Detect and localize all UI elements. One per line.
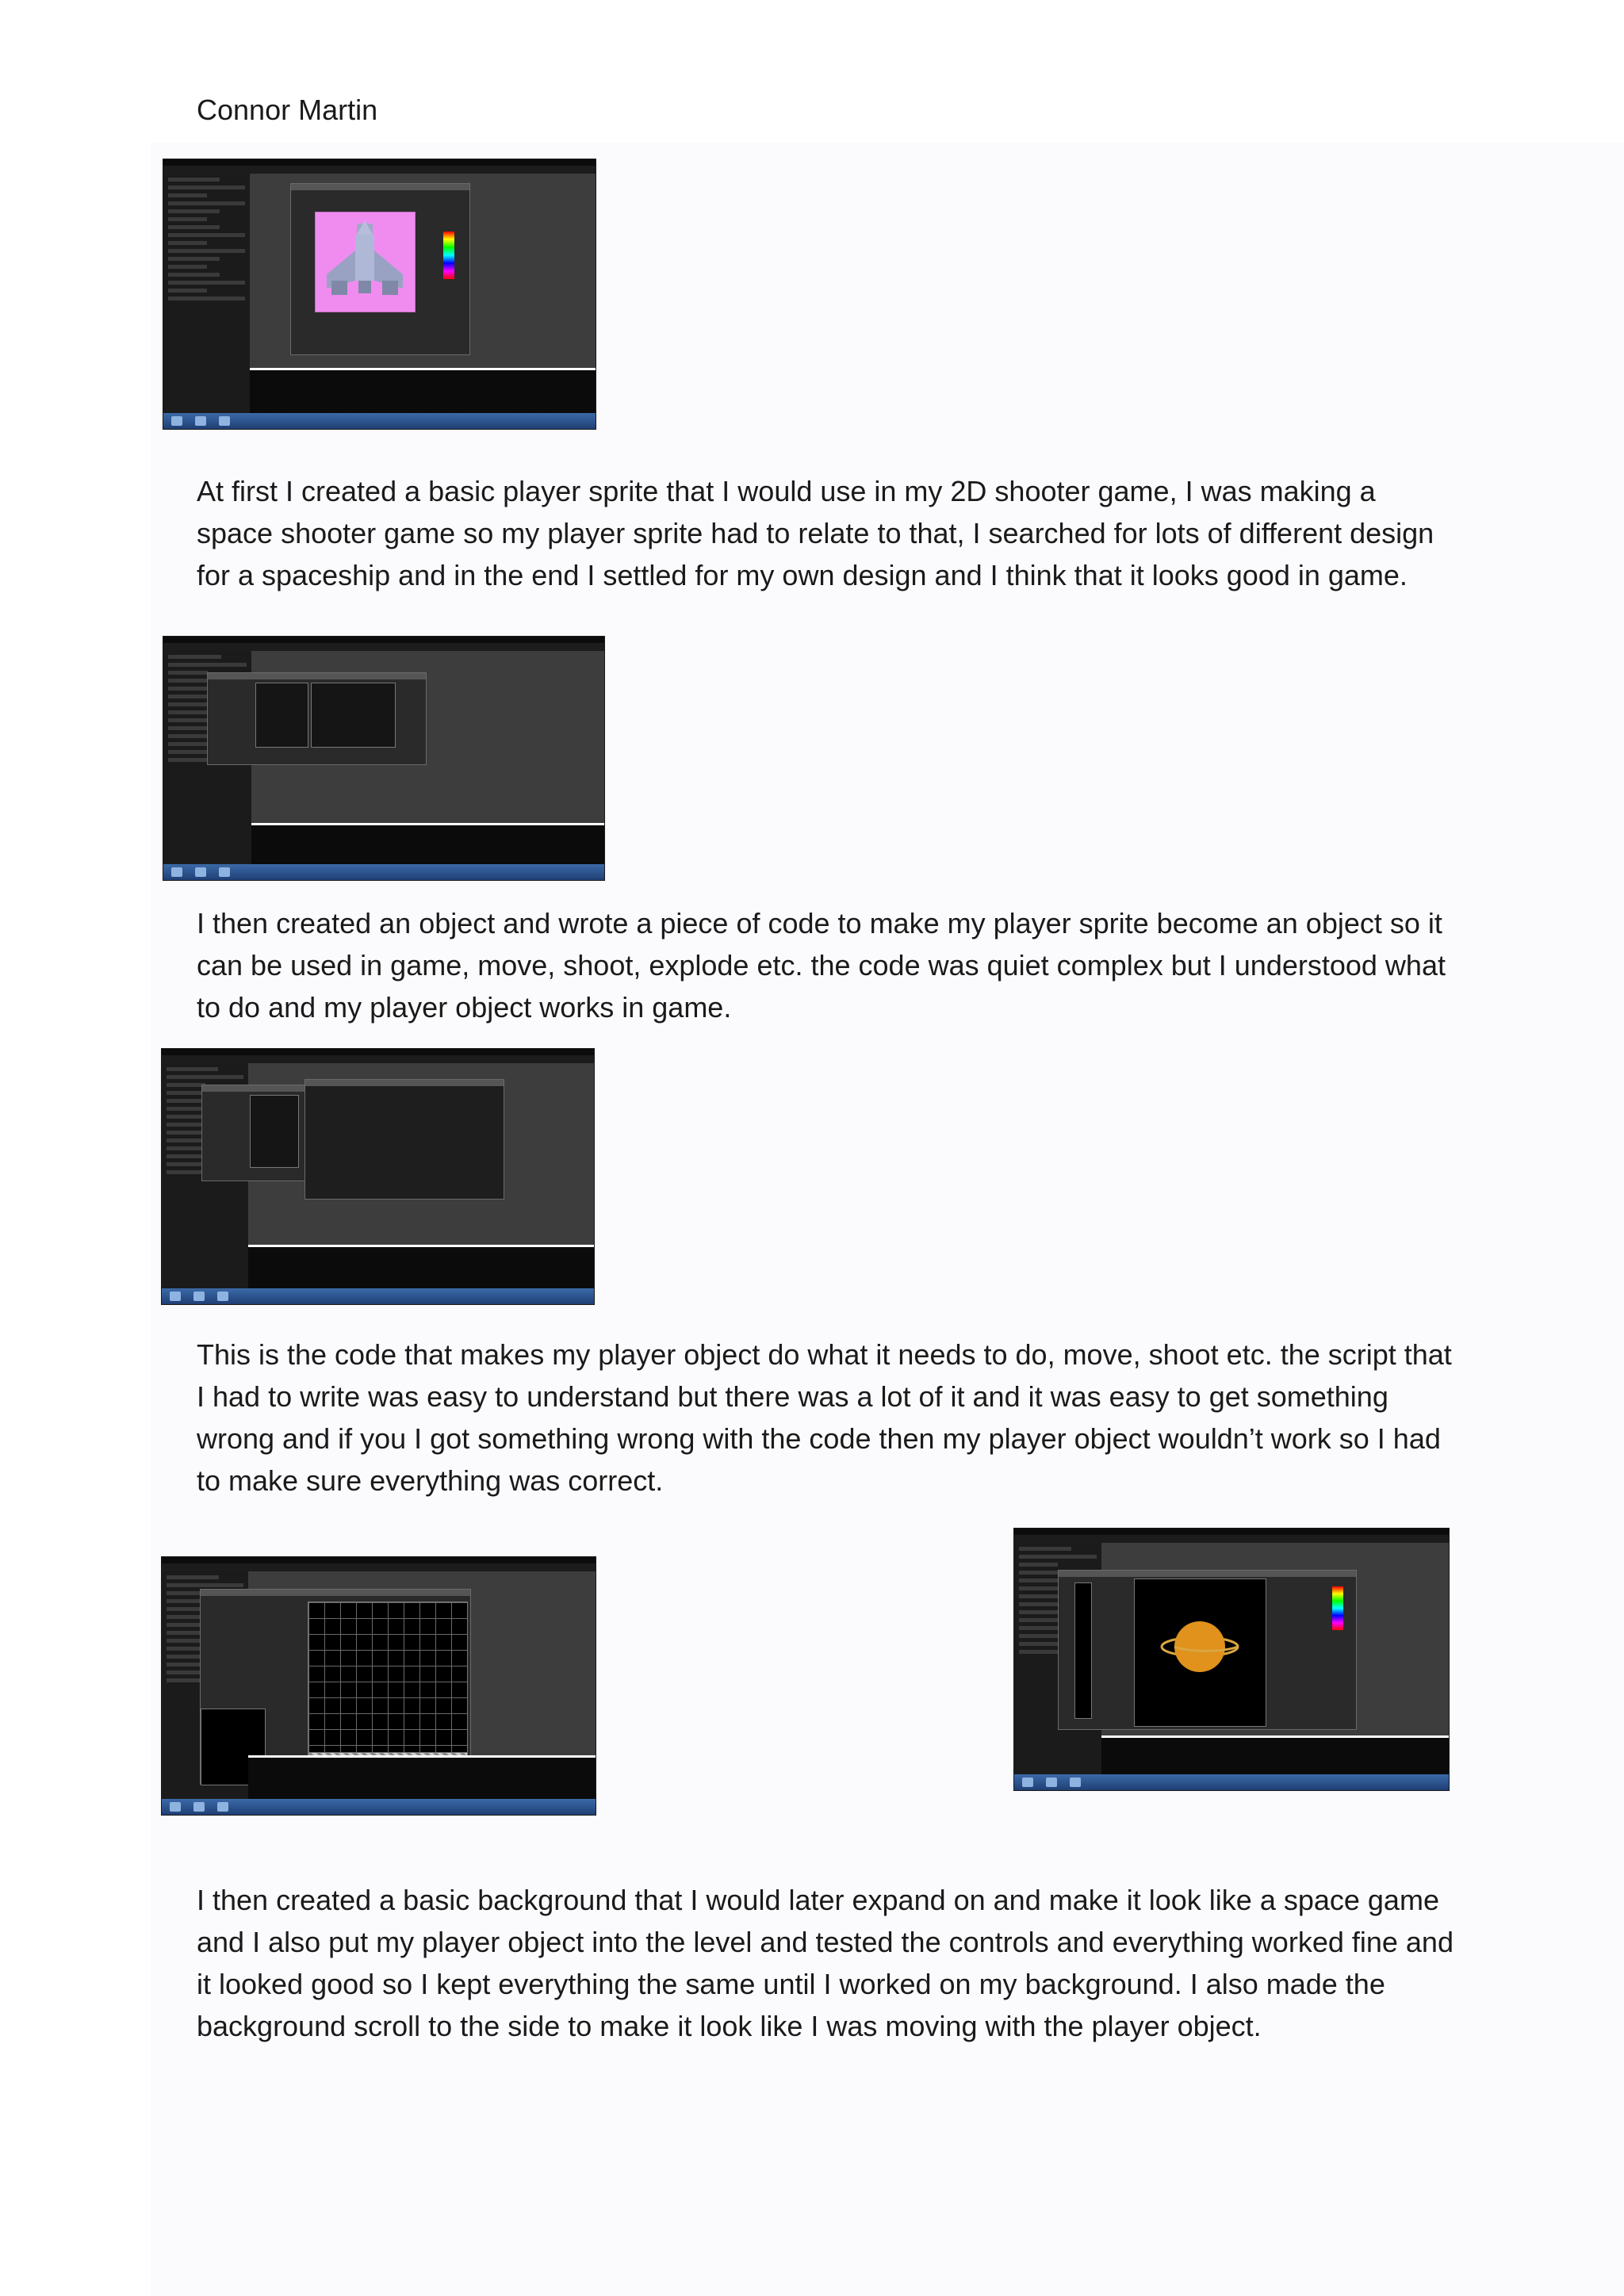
sprite-editor-window [290,183,470,355]
planet-icon [1135,1579,1266,1726]
taskbar [163,864,604,880]
object-events-list [255,683,308,748]
screenshot-room-editor [161,1556,596,1816]
screenshot-background-editor [1013,1528,1450,1791]
taskbar [163,413,596,429]
paragraph-3: This is the code that makes my player object do what it needs to do, move, shoot etc. the script that I had to write was easy to understand but there was a lot of it and it was easy to get something wrong and if you I got something wrong with the code then my player object wouldn’t work so I had to make sure everything was correct. [197,1338,1452,1497]
spaceship-sprite-icon [316,212,415,312]
output-console [1101,1735,1449,1774]
object-actions-list [311,683,396,748]
screenshot-object-editor [163,636,605,881]
output-console [250,368,596,413]
color-palette [443,232,454,279]
paragraph-1: At first I created a basic player sprite that I would use in my 2D shooter game, I was making a space shooter game so my player sprite had to relate to that, I searched for lots of different design for a spaceship and in the end I settled for my own design and I think that it looks good in game. [197,475,1434,591]
sprite-canvas [315,212,416,312]
color-palette [1332,1586,1343,1630]
object-events-list [250,1095,299,1168]
taskbar [162,1799,596,1815]
background-canvas [1134,1578,1266,1727]
taskbar [1014,1774,1449,1790]
screenshot-code-editor [161,1048,595,1305]
author-name: Connor Martin [197,94,378,126]
script-editor-window [304,1079,504,1200]
output-console [248,1755,596,1799]
room-grid-canvas [308,1601,468,1754]
taskbar [162,1288,594,1304]
object-editor-window [201,1085,306,1181]
object-editor-window [207,672,427,765]
output-console [251,823,604,864]
output-console [248,1245,594,1288]
background-editor-window [1058,1570,1357,1730]
background-strip [1074,1582,1092,1719]
paragraph-2: I then created an object and wrote a piece of code to make my player sprite become an object so it can be used in game, move, shoot, explode etc. the code was quiet complex but I understood what to do and my player object works in game. [197,907,1446,1024]
paragraph-4: I then created a basic background that I would later expand on and make it look like a space game and I also put my player object into the level and tested the controls and everything worked fine and it looked good so I kept everything the same until I worked on my background. I also made the background scroll to the side to make it look like I was moving with the player object. [197,1884,1454,2042]
resource-tree [163,174,250,413]
screenshot-sprite-editor [163,159,596,430]
